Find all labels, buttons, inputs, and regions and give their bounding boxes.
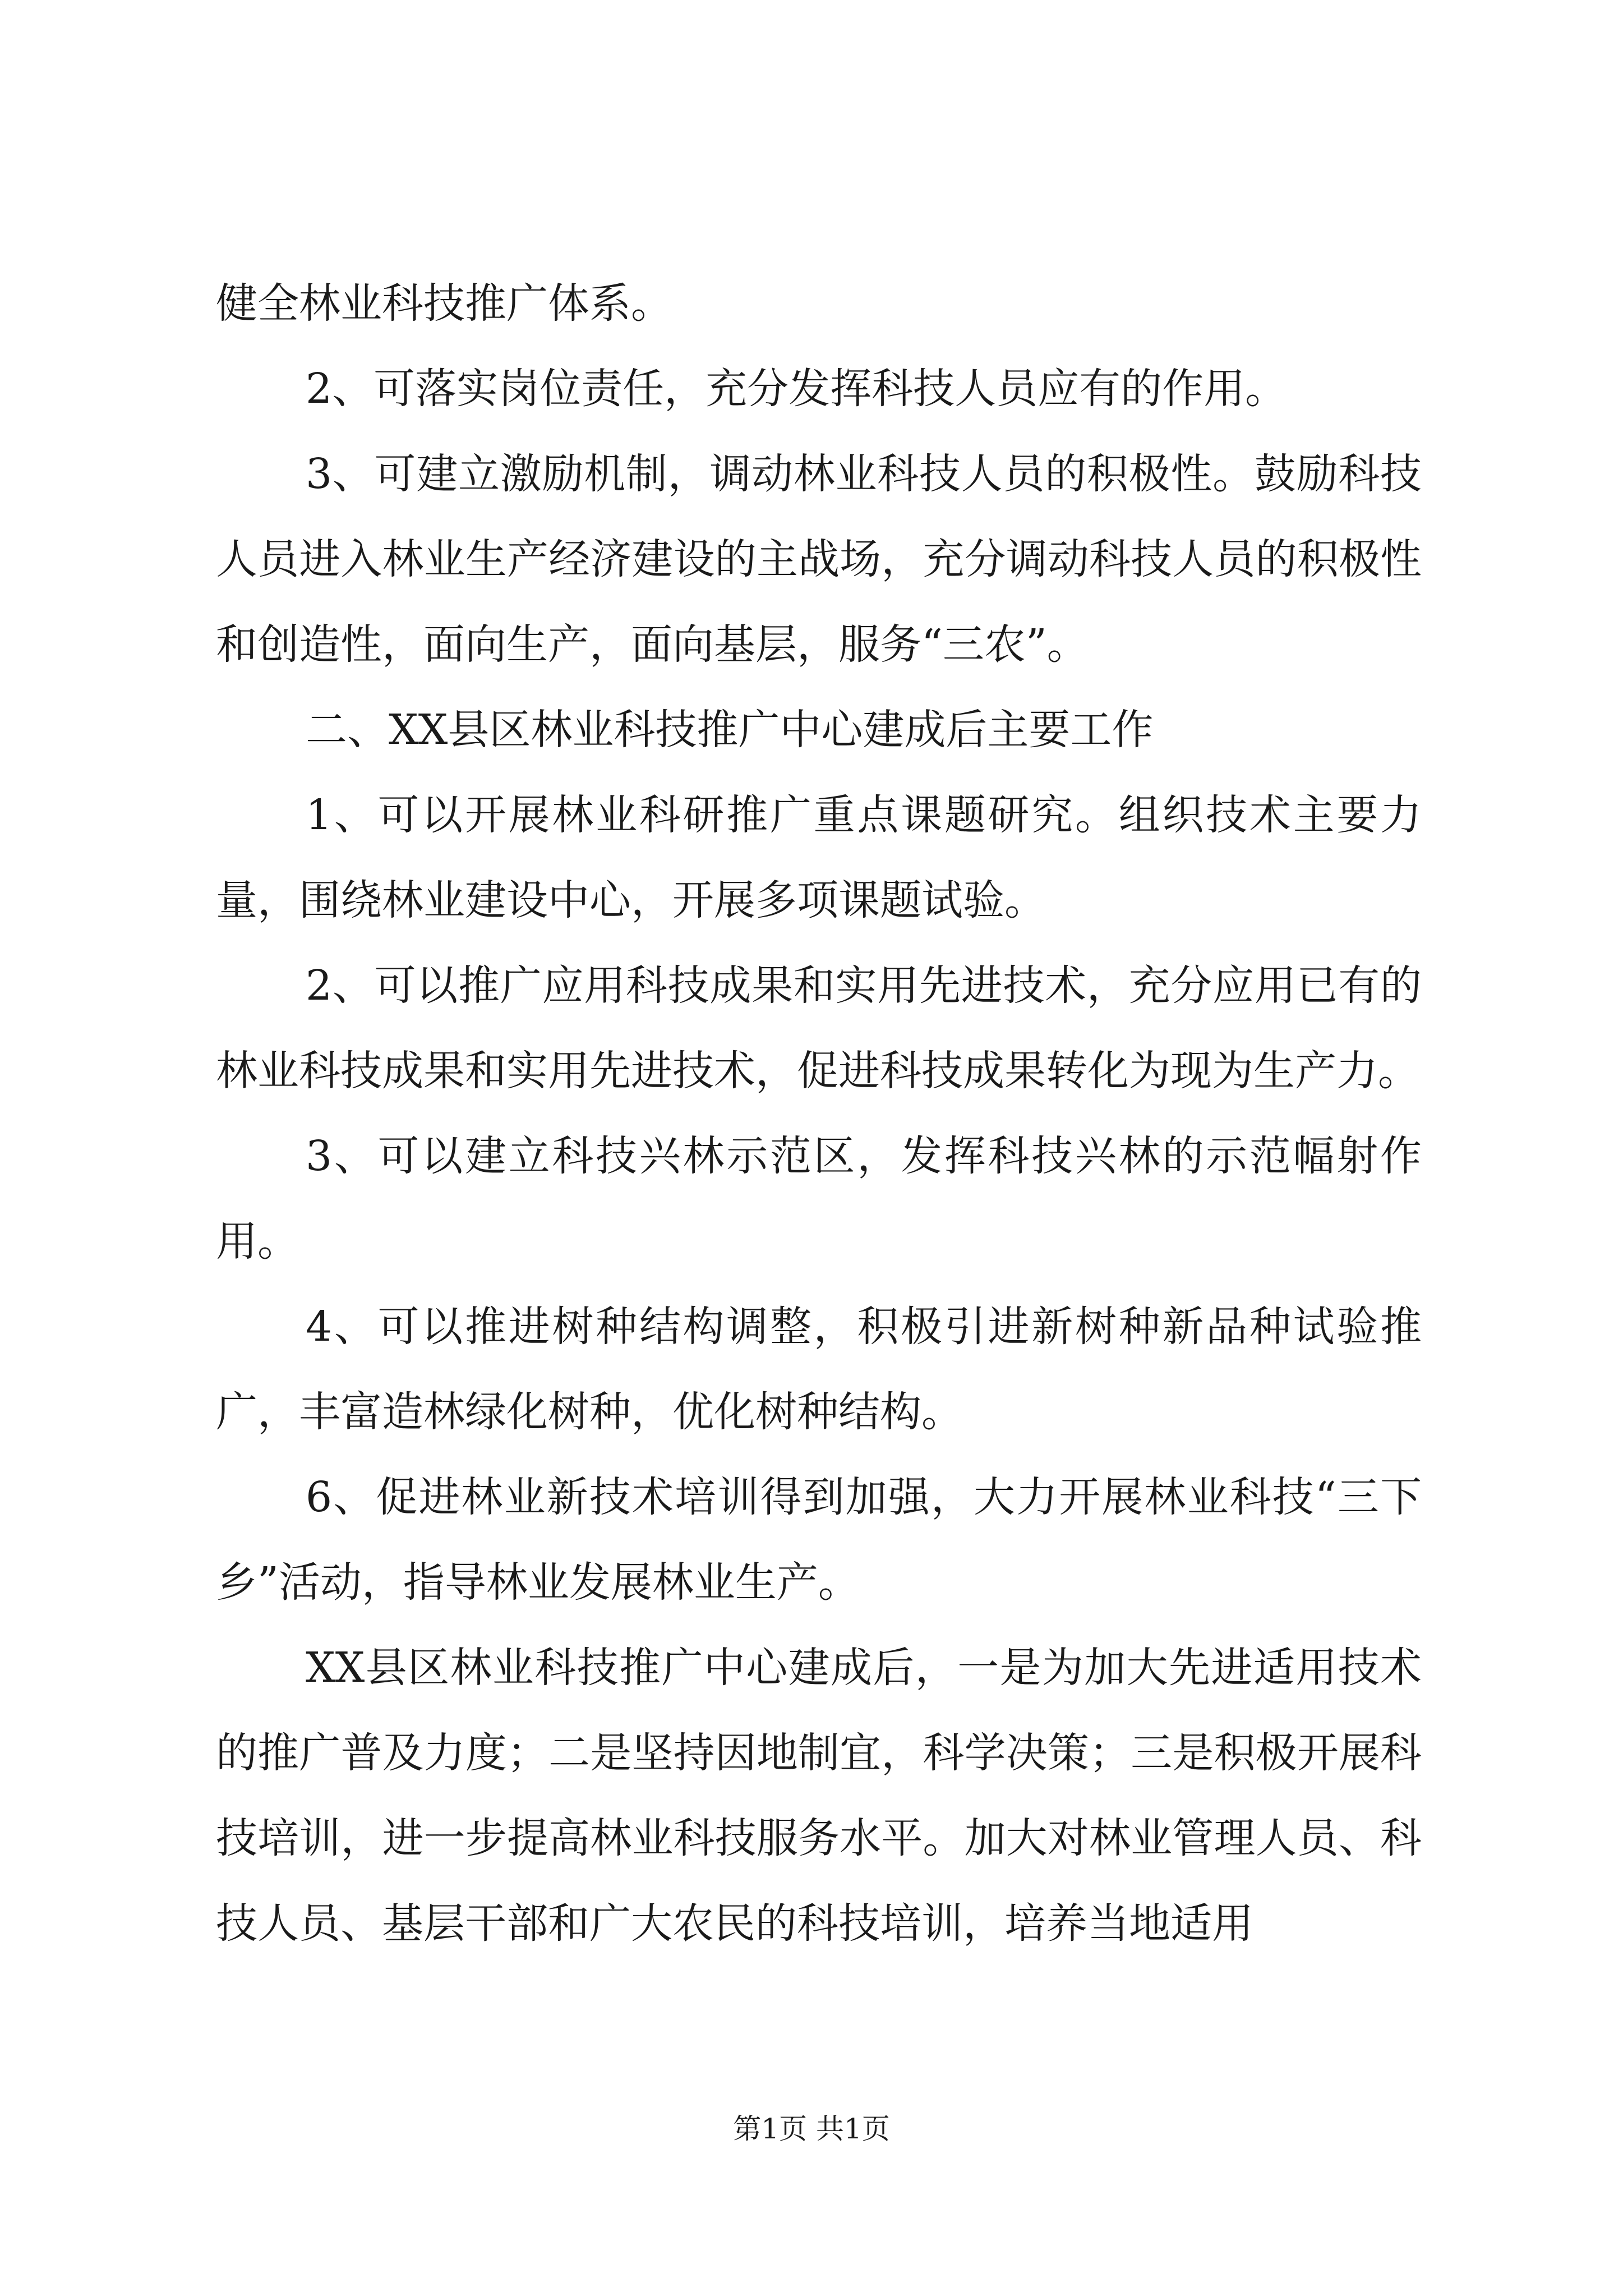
document-body <box>216 261 1422 1966</box>
paragraph-work-3-demo-zone: 3、可以建立科技兴林示范区，发挥科技兴林的示范幅射作用。 <box>216 1132 1422 1266</box>
paragraph-work-2-promotion: 2、可以推广应用科技成果和实用先进技术，充分应用已有的林业科技成果和实用先进技术，促进科技成果转化为现为生产力。 <box>216 961 1422 1095</box>
paragraph-work-4-tree-species: 4、可以推进树种结构调整，积极引进新树种新品种试验推广，丰富造林绿化树种，优化树种结构。 <box>216 1303 1422 1436</box>
paragraph-summary: XX县区林业科技推广中心建成后，一是为加大先进适用技术的推广普及力度；二是坚持因地制宜，科学决策；三是积极开展科技培训，进一步提高林业科技服务水平。加大对林业管理人员、科技人员、基层干部和广大农民的科技培训，培养当地适用 <box>216 1644 1422 1948</box>
page-footer <box>0 2109 1623 2148</box>
section-heading-main-work: 二、XX县区林业科技推广中心建成后主要工作 <box>306 706 1154 754</box>
paragraph-work-6-training: 6、促进林业新技术培训得到加强，大力开展林业科技“三下乡”活动，指导林业发展林业生产。 <box>216 1473 1422 1607</box>
paragraph-work-1-research: 1、可以开展林业科研推广重点课题研究。组织技术主要力量，围绕林业建设中心，开展多项课题试验。 <box>216 791 1422 924</box>
paragraph-item-3-incentive: 3、可建立激励机制，调动林业科技人员的积极性。鼓励科技人员进入林业生产经济建设的主战场，充分调动科技人员的积极性和创造性，面向生产，面向基层，服务“三农”。 <box>216 450 1422 669</box>
paragraph-item-2-responsibility: 2、可落实岗位责任，充分发挥科技人员应有的作用。 <box>306 365 1287 413</box>
paragraph-continuation: 健全林业科技推广体系。 <box>216 279 672 328</box>
page-number-label: 第1页 共1页 <box>733 2113 890 2145</box>
